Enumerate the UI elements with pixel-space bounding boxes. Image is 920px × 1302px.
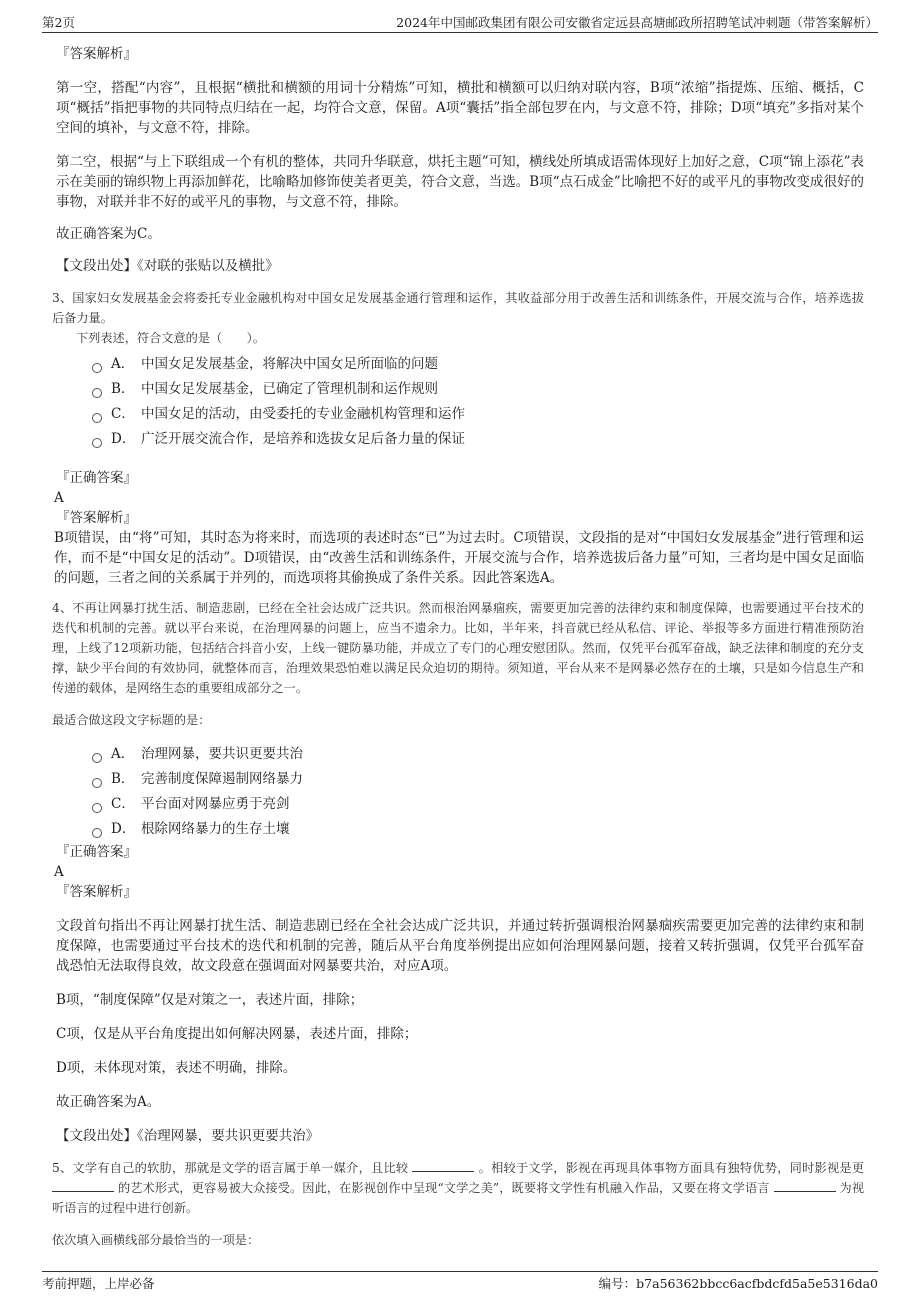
q4-answer-label: 『正确答案』 — [56, 844, 137, 860]
document-title: 2024年中国邮政集团有限公司安徽省定远县高塘邮政所招聘笔试冲刺题（带答案解析） — [396, 15, 878, 30]
q4-conclusion: 故正确答案为A。 — [56, 1094, 161, 1110]
q4-prompt: 最适合做这段文字标题的是： — [52, 713, 211, 727]
q3-answer-label: 『正确答案』 — [56, 470, 137, 486]
radio-icon[interactable] — [92, 803, 102, 813]
q4-option-b[interactable]: B． 完善制度保障遏制网络暴力 — [92, 767, 864, 792]
radio-icon[interactable] — [92, 828, 102, 838]
document-id: 编号：b7a56362bbcc6acfbdcfd5a5e5316da0 — [598, 1276, 878, 1291]
q2-conclusion: 故正确答案为C。 — [56, 226, 161, 242]
q3-prompt: 下列表述，符合文意的是（ ）。 — [76, 331, 265, 345]
q4-option-d[interactable]: D． 根除网络暴力的生存土壤 — [92, 817, 864, 842]
q3-options — [92, 352, 864, 452]
q4-answer: A — [54, 864, 64, 880]
q3-option-b[interactable]: B． 中国女足发展基金，已确定了管理机制和运作规则 — [92, 377, 864, 402]
q3-stem: 3、国家妇女发展基金会将委托专业金融机构对中国女足发展基金通行管理和运作，其收益部分用于改善生活和训练条件，开展交流与合作，培养选拔后备力量。 — [52, 291, 864, 325]
page-header — [42, 12, 878, 33]
q5-stem: 5、文学有自己的软肋，那就是文学的语言属于单一媒介，且比较 。相较于文学，影视在再现具体事物方面具有独特优势，同时影视是更 的艺术形式，更容易被大众接受。因此，在影视创作中呈现“文学之美”，既要将文学性有机融入作品，又要在将文学语言 为视听语言的过程中进行创新。 — [52, 1158, 864, 1218]
q4-option-a[interactable]: A． 治理网暴，要共识更要共治 — [92, 742, 864, 767]
fill-blank-1[interactable] — [412, 1158, 474, 1172]
q4-analysis-c: C项，仅是从平台角度提出如何解决网暴，表述片面，排除； — [56, 1026, 418, 1042]
radio-icon[interactable] — [92, 753, 102, 763]
q4-stem: 4、不再让网暴打扰生活、制造悲剧，已经在全社会达成广泛共识。然而根治网暴痼疾，需要更加完善的法律约束和制度保障，也需要通过平台技术的迭代和机制的完善。就以平台来说，在治理网暴的问题上，应当不遗余力。比如，半年来，抖音就已经从私信、评论、举报等多方面进行精准预防治理，上线了12项新功能，包括结合抖音小安，上线一键防暴功能，并成立了专门的心理安慰团队。然而，仅凭平台孤军奋战，缺乏法律和制度的充分支撑，缺少平台间的有效协同，就整体而言，治理效果恐怕难以满足民众迫切的期待。须知道，平台从来不是网暴必然存在的土壤，只是如今信息生产和传递的载体，是网络生态的重要组成部分之一。 — [52, 601, 864, 695]
radio-icon[interactable] — [92, 388, 102, 398]
fill-blank-3[interactable] — [774, 1178, 836, 1192]
fill-blank-2[interactable] — [52, 1178, 114, 1192]
q2-source: 【文段出处】《对联的张贴以及横批》 — [56, 258, 279, 274]
q4-analysis-label: 『答案解析』 — [56, 884, 137, 900]
q3-option-c[interactable]: C． 中国女足的活动，由受委托的专业金融机构管理和运作 — [92, 402, 864, 427]
radio-icon[interactable] — [92, 363, 102, 373]
radio-icon[interactable] — [92, 778, 102, 788]
q2-analysis-para1: 第一空，搭配“内容”，且根据“横批和横额的用词十分精炼”可知，横批和横额可以归纳对联内容，B项“浓缩”指提炼、压缩、概括，C项“概括”指把事物的共同特点归结在一起，均符合文意，保留。A项“囊括”指全部包罗在内，与文意不符，排除；D项“填充”多指对某个空间的填补，与文意不符，排除。 — [56, 80, 864, 136]
page-number: 第2页 — [42, 15, 75, 30]
q2-analysis-label: 『答案解析』 — [56, 46, 137, 62]
q4-source: 【文段出处】《治理网暴，要共识更要共治》 — [56, 1128, 320, 1144]
q2-analysis-para2: 第二空，根据“与上下联组成一个有机的整体，共同升华联意，烘托主题”可知，横线处所填成语需体现好上加好之意，C项“锦上添花”表示在美丽的锦织物上再添加鲜花，比喻略加修饰使美者更美，符合文意，当选。B项“点石成金”比喻把不好的或平凡的事物改变成很好的事物，对联并非不好的或平凡的事物，与文意不符，排除。 — [56, 154, 864, 210]
page-footer — [42, 1271, 878, 1294]
q3-option-a[interactable]: A． 中国女足发展基金，将解决中国女足所面临的问题 — [92, 352, 864, 377]
footer-slogan: 考前押题，上岸必备 — [42, 1276, 155, 1291]
q5-prompt: 依次填入画横线部分最恰当的一项是： — [52, 1233, 260, 1247]
radio-icon[interactable] — [92, 413, 102, 423]
q4-option-c[interactable]: C． 平台面对网暴应勇于亮剑 — [92, 792, 864, 817]
q3-option-d[interactable]: D． 广泛开展交流合作，是培养和选拔女足后备力量的保证 — [92, 427, 864, 452]
q3-analysis: B项错误，由“将”可知，其时态为将来时，而选项的表述时态“已”为过去时。C项错误，文段指的是对“中国妇女发展基金”进行管理和运作，而不是“中国女足的活动”。D项错误，由“改善生活和训练条件，开展交流与合作，培养选拔后备力量”可知，三者均是中国女足面临的问题，三者之间的关系属于并列的，而选项将其偷换成了条件关系。因此答案选A。 — [54, 530, 864, 586]
q4-options — [92, 742, 864, 842]
q3-analysis-label: 『答案解析』 — [56, 510, 137, 526]
q3-answer: A — [54, 490, 64, 506]
q4-analysis-main: 文段首句指出不再让网暴打扰生活、制造悲剧已经在全社会达成广泛共识，并通过转折强调根治网暴痼疾需要更加完善的法律约束和制度保障，也需要通过平台技术的迭代和机制的完善，随后从平台角度举例提出应如何治理网暴问题，接着又转折强调，仅凭平台孤军奋战恐怕无法取得良效，故文段意在强调面对网暴要共治，对应A项。 — [56, 918, 864, 974]
q4-analysis-d: D项，未体现对策，表述不明确，排除。 — [56, 1060, 297, 1076]
q4-analysis-b: B项，“制度保障”仅是对策之一，表述片面，排除； — [56, 992, 364, 1008]
radio-icon[interactable] — [92, 438, 102, 448]
page-content — [52, 44, 864, 1250]
